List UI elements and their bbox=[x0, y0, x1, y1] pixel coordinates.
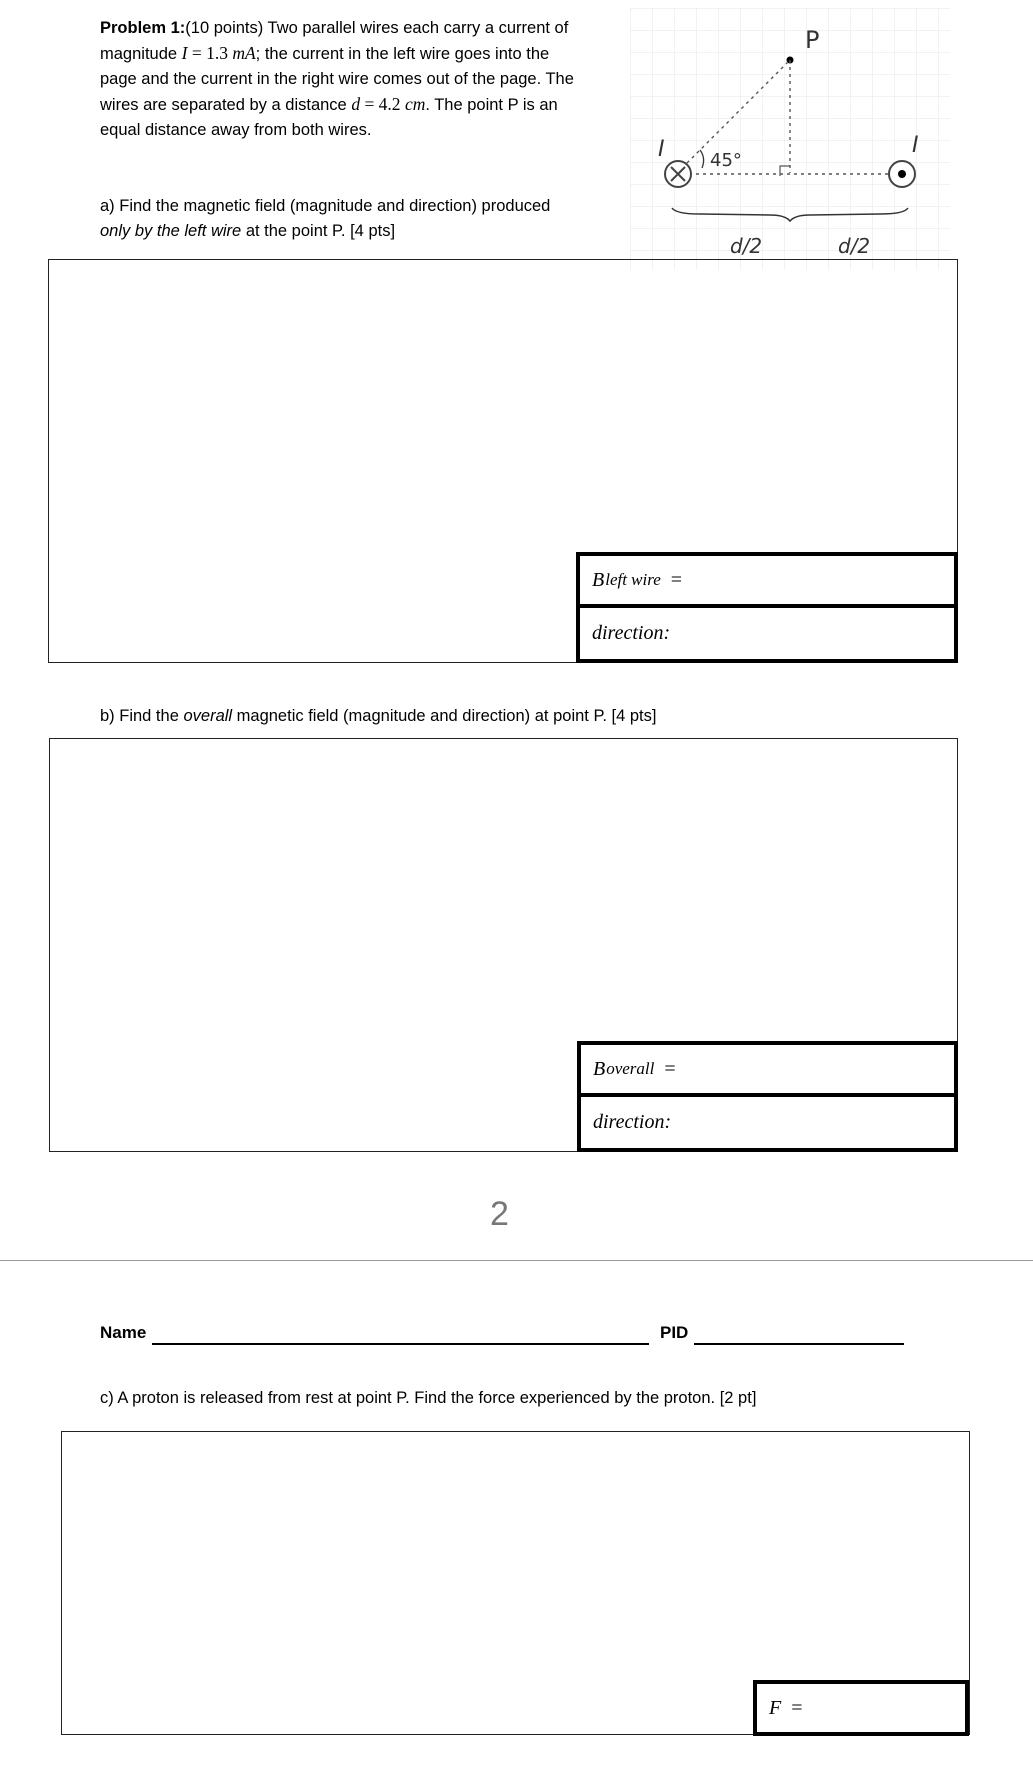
part-b-direction-answer-box[interactable] bbox=[577, 1093, 958, 1152]
problem-points: (10 points) bbox=[185, 19, 264, 37]
part-b-rest: magnetic field (magnitude and direction) at point P. [4 pts] bbox=[232, 707, 657, 725]
part-b-equals: = bbox=[664, 1057, 676, 1080]
problem-text-1: Two parallel wires each carry a current of magnitude bbox=[100, 19, 569, 63]
problem-text-3: . The point P is an equal distance away from both wires. bbox=[100, 96, 558, 139]
problem-title: Problem 1: bbox=[100, 19, 186, 37]
part-a-line-1: a) Find the magnetic field (magnitude and direction) produced bbox=[100, 197, 551, 215]
pid-field[interactable] bbox=[694, 1343, 904, 1345]
left-current-label: I bbox=[658, 137, 665, 162]
out-of-page-dot bbox=[898, 170, 906, 178]
distance-unit: cm bbox=[404, 94, 426, 114]
page-number: 2 bbox=[490, 1195, 509, 1233]
right-current-label: I bbox=[912, 133, 919, 158]
current-unit: mA bbox=[232, 43, 256, 63]
name-field[interactable] bbox=[152, 1343, 649, 1345]
part-a-equals: = bbox=[670, 568, 683, 591]
part-a-magnitude-answer-box[interactable] bbox=[576, 552, 958, 608]
part-a-b-subscript: left wire bbox=[605, 570, 661, 589]
current-value: = 1.3 bbox=[187, 43, 233, 63]
part-b-prefix: b) Find the bbox=[100, 707, 184, 725]
distance-value: = 4.2 bbox=[360, 94, 405, 114]
problem-statement bbox=[100, 16, 590, 143]
part-a-b-symbol: B bbox=[592, 568, 605, 591]
part-b-b-symbol: B bbox=[593, 1057, 606, 1080]
part-c-equals: = bbox=[791, 1696, 803, 1719]
half-distance-right-label: d/2 bbox=[838, 234, 871, 258]
part-a-line-2 bbox=[100, 219, 550, 244]
distance-symbol: d bbox=[351, 94, 361, 114]
part-c-force-answer-box[interactable] bbox=[753, 1680, 969, 1736]
part-b-emphasis: overall bbox=[183, 707, 233, 725]
part-a-direction-answer-box[interactable] bbox=[576, 604, 958, 663]
part-b-direction-label: direction: bbox=[593, 1111, 672, 1133]
wires-diagram bbox=[630, 8, 950, 270]
part-c-question: c) A proton is released from rest at point P. Find the force experienced by the proton. [2 pt] bbox=[100, 1389, 757, 1407]
point-p-label: P bbox=[805, 26, 820, 54]
part-b-magnitude-answer-box[interactable] bbox=[577, 1041, 958, 1097]
page-divider bbox=[0, 1260, 1033, 1261]
half-distance-left-label: d/2 bbox=[730, 234, 763, 258]
part-a-emphasis: only by the left wire bbox=[100, 222, 242, 240]
part-c-f-symbol: F bbox=[769, 1696, 782, 1719]
part-b-question bbox=[100, 704, 656, 729]
part-b-b-subscript: overall bbox=[606, 1059, 655, 1078]
angle-label: 45° bbox=[710, 150, 742, 171]
part-a-question bbox=[100, 194, 550, 244]
pid-label: PID bbox=[660, 1323, 689, 1342]
part-a-direction-label: direction: bbox=[592, 622, 671, 644]
part-a-line-2-rest: at the point P. [4 pts] bbox=[241, 222, 396, 240]
name-label: Name bbox=[100, 1323, 147, 1342]
current-symbol: I bbox=[181, 43, 188, 63]
problem-text-2: ; the current in the left wire goes into the page and the current in the right wire comes out of the page. The wires are separated by a distance bbox=[100, 45, 574, 114]
